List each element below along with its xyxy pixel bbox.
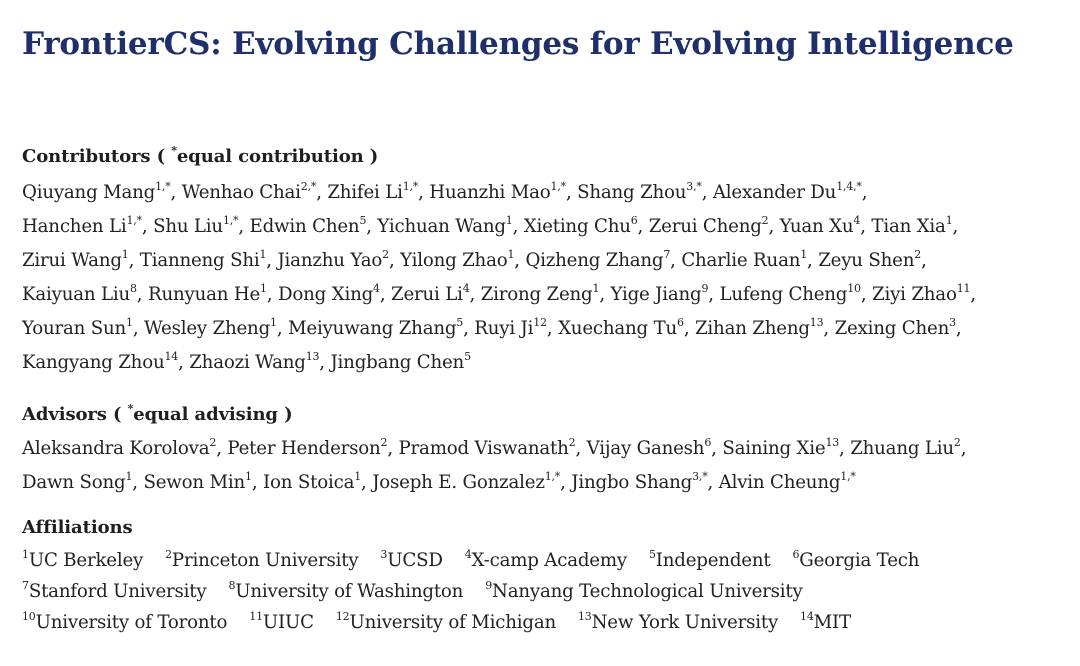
contributor: [558, 318, 695, 339]
affiliation-name: Princeton University: [171, 550, 359, 571]
contributor-name: Kaiyuan Liu: [22, 284, 130, 305]
advisor: [587, 438, 723, 459]
advisor-separator: ,: [707, 472, 719, 493]
contributor-affiliation-marker: 9: [701, 282, 709, 295]
contributor: [481, 284, 611, 305]
advisor-affiliation-marker: 1: [245, 470, 252, 483]
contributor-affiliation-marker: 1: [592, 282, 600, 295]
affiliation-line: [22, 576, 941, 607]
contributor: [153, 216, 249, 237]
contributor-line: [22, 312, 976, 346]
contributor-separator: ,: [170, 182, 182, 203]
affiliation: [22, 581, 206, 602]
contributor-separator: ,: [952, 216, 959, 237]
affiliation-line: [22, 545, 941, 576]
contributor-name: Meiyuwang Zhang: [288, 318, 457, 339]
affiliation: [578, 612, 778, 633]
contributor: [330, 352, 470, 373]
advisor-separator: ,: [361, 472, 373, 493]
contributor-line: [22, 346, 976, 380]
contributor-separator: ,: [418, 182, 430, 203]
advisor-name: Jingbo Shang: [571, 472, 693, 493]
advisor: [850, 438, 966, 459]
contributor: [278, 284, 391, 305]
contributor: [22, 318, 144, 339]
affiliation-name: University of Toronto: [35, 612, 228, 633]
contributor-affiliation-marker: 5: [359, 214, 367, 227]
contributor-name: Youran Sun: [22, 318, 127, 339]
contributor-affiliation-marker: 1,*: [222, 214, 239, 227]
contributor-separator: ,: [319, 352, 331, 373]
affiliation: [249, 612, 314, 633]
contributor-name: Alexander Du: [712, 182, 837, 203]
affiliation-name: Georgia Tech: [799, 550, 920, 571]
contributor: [818, 250, 926, 271]
contributor-affiliation-marker: 1,*: [402, 180, 419, 193]
contributor: [400, 250, 525, 271]
advisor-line: [22, 466, 966, 500]
contributor: [780, 216, 872, 237]
contributor-affiliation-marker: 5: [464, 350, 471, 363]
advisor: [372, 472, 571, 493]
contributor-separator: ,: [316, 182, 328, 203]
advisor-line: [22, 432, 966, 466]
advisor-affiliation-marker: 2: [953, 436, 961, 449]
contributor-separator: ,: [469, 284, 481, 305]
contributor-name: Charlie Ruan: [681, 250, 801, 271]
contributor: [22, 352, 189, 373]
contributor-name: Xuechang Tu: [558, 318, 678, 339]
contributor: [148, 284, 278, 305]
contributor: [288, 318, 474, 339]
contributor-name: Zerui Li: [391, 284, 463, 305]
advisor-separator: ,: [960, 438, 967, 459]
affiliation: [792, 550, 919, 571]
contributors-note: equal contribution: [176, 146, 364, 167]
affiliation-number: 9: [485, 579, 493, 592]
contributor-line: [22, 278, 976, 312]
affiliation: [649, 550, 770, 571]
advisor-separator: ,: [560, 472, 572, 493]
advisors-heading-label: Advisors: [22, 404, 107, 425]
contributor-name: Runyuan He: [147, 284, 261, 305]
contributor-name: Wenhao Chai: [181, 182, 301, 203]
contributor-separator: ,: [708, 284, 720, 305]
advisor-separator: ,: [839, 438, 851, 459]
advisor-separator: ,: [216, 438, 228, 459]
affiliation: [380, 550, 442, 571]
affiliation-name: Independent: [655, 550, 771, 571]
affiliation-number: 11: [249, 610, 263, 623]
contributor-separator: ,: [565, 182, 578, 203]
contributor-name: Zerui Cheng: [648, 216, 762, 237]
contributor-separator: ,: [860, 284, 873, 305]
contributor-line: [22, 176, 976, 210]
advisor-name: Sewon Min: [143, 472, 246, 493]
contributors-note-mark: *: [171, 144, 177, 157]
contributor-name: Zeyu Shen: [818, 250, 915, 271]
contributor: [524, 216, 649, 237]
affiliation-name: UC Berkeley: [28, 550, 144, 571]
contributor: [277, 250, 400, 271]
contributor-affiliation-marker: 1: [260, 282, 267, 295]
affiliation-number: 1: [22, 548, 29, 561]
contributor-name: Ruyi Ji: [474, 318, 534, 339]
advisor-name: Ion Stoica: [263, 472, 355, 493]
contributor-affiliation-marker: 1,*: [550, 180, 566, 193]
affiliation: [800, 612, 851, 633]
contributor-name: Zirong Zeng: [480, 284, 593, 305]
contributor-separator: ,: [276, 318, 288, 339]
contributor-name: Yichuan Wang: [377, 216, 506, 237]
contributors-heading-label: Contributors: [22, 146, 151, 167]
advisor-name: Dawn Song: [22, 472, 126, 493]
contributor-separator: ,: [463, 318, 475, 339]
contributor-affiliation-marker: 1,*: [155, 180, 171, 193]
advisor: [263, 472, 372, 493]
advisors-note-open-paren: (: [112, 404, 128, 425]
contributor-name: Tian Xia: [871, 216, 946, 237]
contributor-line: [22, 210, 976, 244]
contributor-separator: ,: [860, 216, 872, 237]
contributor-separator: ,: [366, 216, 378, 237]
affiliation-name: New York University: [591, 612, 779, 633]
contributor-affiliation-marker: 4: [373, 282, 380, 295]
contributor-name: Jingbang Chen: [330, 352, 465, 373]
contributor-separator: ,: [546, 318, 559, 339]
contributor-separator: ,: [861, 182, 868, 203]
contributor-separator: ,: [637, 216, 649, 237]
contributor-affiliation-marker: 1,*: [126, 214, 142, 227]
contributor-affiliation-marker: 1: [945, 214, 953, 227]
contributor-separator: ,: [178, 352, 190, 373]
advisor-affiliation-marker: 2: [209, 436, 217, 449]
affiliation-number: 2: [165, 548, 172, 561]
contributor-affiliation-marker: 1: [505, 214, 513, 227]
contributor: [140, 250, 278, 271]
advisor-affiliation-marker: 3,*: [692, 470, 708, 483]
contributor: [719, 284, 872, 305]
contributor: [649, 216, 780, 237]
contributor-name: Dong Xing: [278, 284, 374, 305]
contributor-name: Xieting Chu: [523, 216, 631, 237]
contributor: [713, 182, 867, 203]
advisor-separator: ,: [251, 472, 264, 493]
contributor-separator: ,: [670, 250, 682, 271]
contributor-separator: ,: [141, 216, 154, 237]
contributors-heading: [22, 146, 378, 167]
contributor-name: Zhifei Li: [327, 182, 403, 203]
contributors-list: [22, 176, 976, 380]
contributor-name: Hanchen Li: [22, 216, 127, 237]
advisors-note: equal advising: [133, 404, 278, 425]
affiliation-number: 3: [380, 548, 388, 561]
advisor-affiliation-marker: 13: [825, 436, 840, 449]
contributor-separator: ,: [701, 182, 713, 203]
contributor-affiliation-marker: 1: [270, 316, 277, 329]
contributor: [250, 216, 378, 237]
advisor-name: Vijay Ganesh: [586, 438, 705, 459]
contributor: [327, 182, 429, 203]
contributor-affiliation-marker: 6: [677, 316, 684, 329]
contributor: [525, 250, 681, 271]
advisor-separator: ,: [711, 438, 723, 459]
advisors-list: [22, 432, 966, 500]
affiliation-number: 6: [792, 548, 800, 561]
contributor-separator: ,: [955, 318, 962, 339]
contributor-affiliation-marker: 4: [853, 214, 861, 227]
advisor: [227, 438, 398, 459]
contributor-affiliation-marker: 1: [126, 316, 133, 329]
contributor: [182, 182, 328, 203]
contributor-separator: ,: [768, 216, 780, 237]
advisor-name: Zhuang Liu: [850, 438, 954, 459]
contributor-affiliation-marker: 1: [507, 248, 515, 261]
affiliation: [336, 612, 556, 633]
contributor-affiliation-marker: 11: [956, 282, 971, 295]
contributor-name: Shang Zhou: [577, 182, 687, 203]
affiliation: [465, 550, 627, 571]
contributor-separator: ,: [823, 318, 835, 339]
advisor-affiliation-marker: 6: [704, 436, 712, 449]
contributor-affiliation-marker: 7: [663, 248, 671, 261]
advisor: [22, 472, 143, 493]
contributor-name: Huanzhi Mao: [429, 182, 551, 203]
advisor: [399, 438, 587, 459]
affiliation-number: 5: [648, 548, 656, 561]
contributor: [474, 318, 558, 339]
advisor-affiliation-marker: 1: [354, 470, 362, 483]
advisor: [719, 472, 856, 493]
contributor-separator: ,: [379, 284, 392, 305]
affiliations-heading: Affiliations: [22, 517, 133, 538]
contributor: [577, 182, 713, 203]
contributor: [391, 284, 481, 305]
contributor-name: Tianneng Shi: [139, 250, 260, 271]
contributor-separator: ,: [238, 216, 250, 237]
contributor-name: Zihan Zheng: [695, 318, 810, 339]
advisor-separator: ,: [387, 438, 399, 459]
affiliations-list: [22, 545, 941, 638]
contributor-separator: ,: [136, 284, 148, 305]
affiliation-name: University of Michigan: [349, 612, 556, 633]
contributor-affiliation-marker: 13: [809, 316, 824, 329]
advisors-note-mark: *: [127, 402, 134, 415]
contributor-name: Yuan Xu: [779, 216, 854, 237]
contributor-affiliation-marker: 1: [121, 248, 129, 261]
contributor: [22, 250, 140, 271]
contributor-separator: ,: [970, 284, 976, 305]
advisor: [143, 472, 263, 493]
contributor: [835, 318, 962, 339]
contributor-separator: ,: [512, 216, 524, 237]
advisor-name: Aleksandra Korolova: [22, 438, 210, 459]
affiliation-name: X-camp Academy: [471, 550, 627, 571]
contributor-name: Qizheng Zhang: [525, 250, 664, 271]
advisor-affiliation-marker: 2: [568, 436, 576, 449]
affiliation-number: 8: [228, 579, 236, 592]
contributor-separator: ,: [266, 284, 279, 305]
contributor-separator: ,: [599, 284, 611, 305]
contributor-name: Zhaozi Wang: [189, 352, 306, 373]
contributor-name: Zexing Chen: [834, 318, 950, 339]
contributor-affiliation-marker: 1,4,*: [836, 180, 862, 193]
contributor-affiliation-marker: 2: [382, 248, 389, 261]
advisor-affiliation-marker: 1,*: [544, 470, 561, 483]
contributor-separator: ,: [921, 250, 927, 271]
advisors-heading: [22, 404, 293, 425]
contributor-name: Yige Jiang: [610, 284, 702, 305]
affiliation-number: 13: [577, 610, 592, 623]
advisor-name: Pramod Viswanath: [398, 438, 569, 459]
contributor: [22, 284, 148, 305]
advisor: [22, 438, 227, 459]
contributor: [22, 216, 153, 237]
affiliation-number: 14: [800, 610, 814, 623]
contributor-affiliation-marker: 2: [761, 214, 769, 227]
affiliation: [165, 550, 358, 571]
advisor: [571, 472, 718, 493]
contributor-separator: ,: [266, 250, 278, 271]
contributor-separator: ,: [132, 318, 144, 339]
affiliation-name: Nanyang Technological University: [492, 581, 803, 602]
contributors-note-close-paren: ): [363, 146, 379, 167]
contributor-affiliation-marker: 14: [164, 350, 179, 363]
advisor: [722, 438, 850, 459]
contributor: [429, 182, 577, 203]
contributor-name: Kangyang Zhou: [22, 352, 165, 373]
advisor-name: Alvin Cheung: [718, 472, 841, 493]
affiliation-name: UCSD: [387, 550, 443, 571]
contributor-separator: ,: [128, 250, 140, 271]
contributor: [610, 284, 719, 305]
affiliation: [485, 581, 802, 602]
contributor-affiliation-marker: 2,*: [300, 180, 317, 193]
advisor-name: Peter Henderson: [227, 438, 381, 459]
contributor-name: Yilong Zhao: [400, 250, 508, 271]
contributor-affiliation-marker: 3: [949, 316, 956, 329]
contributor-name: Wesley Zheng: [144, 318, 271, 339]
contributor: [377, 216, 523, 237]
contributor: [189, 352, 330, 373]
advisor-name: Joseph E. Gonzalez: [372, 472, 545, 493]
contributor: [22, 182, 182, 203]
contributor-affiliation-marker: 5: [456, 316, 464, 329]
affiliation: [228, 581, 463, 602]
contributor: [681, 250, 818, 271]
contributor: [871, 216, 958, 237]
contributor-name: Zirui Wang: [22, 250, 122, 271]
affiliation-name: University of Washington: [235, 581, 464, 602]
contributors-note-open-paren: (: [156, 146, 172, 167]
affiliation-name: Stanford University: [28, 581, 207, 602]
contributor-name: Shu Liu: [153, 216, 223, 237]
contributor-affiliation-marker: 1: [800, 248, 808, 261]
affiliation: [22, 550, 143, 571]
advisor-separator: ,: [132, 472, 144, 493]
contributor: [144, 318, 288, 339]
paper-title: FrontierCS: Evolving Challenges for Evolving Intelligence: [22, 26, 1014, 62]
advisor-name: Saining Xie: [722, 438, 826, 459]
affiliation: [22, 612, 227, 633]
advisor-affiliation-marker: 1: [125, 470, 133, 483]
contributor-line: [22, 244, 976, 278]
advisor-affiliation-marker: 2: [380, 436, 388, 449]
contributor-separator: ,: [388, 250, 401, 271]
contributor: [872, 284, 976, 305]
contributor-name: Edwin Chen: [249, 216, 360, 237]
affiliation-line: [22, 607, 941, 638]
affiliation-name: UIUC: [262, 612, 314, 633]
contributor-affiliation-marker: 6: [630, 214, 638, 227]
contributor-affiliation-marker: 3,*: [686, 180, 702, 193]
affiliation-number: 10: [22, 610, 36, 623]
advisor-affiliation-marker: 1,*: [840, 470, 856, 483]
advisors-note-close-paren: ): [277, 404, 293, 425]
contributor-name: Lufeng Cheng: [719, 284, 848, 305]
contributor-name: Ziyi Zhao: [872, 284, 957, 305]
contributor: [695, 318, 835, 339]
contributor-affiliation-marker: 1: [259, 248, 267, 261]
affiliation-number: 7: [22, 579, 29, 592]
advisor-separator: ,: [575, 438, 587, 459]
contributor-name: Qiuyang Mang: [22, 182, 156, 203]
contributor-separator: ,: [807, 250, 819, 271]
affiliation-name: MIT: [813, 612, 851, 633]
affiliation-number: 12: [335, 610, 350, 623]
contributor-affiliation-marker: 4: [462, 282, 470, 295]
contributor-affiliation-marker: 12: [533, 316, 547, 329]
contributor-affiliation-marker: 8: [129, 282, 137, 295]
contributor-affiliation-marker: 13: [305, 350, 320, 363]
contributor-separator: ,: [514, 250, 526, 271]
contributor-affiliation-marker: 10: [847, 282, 861, 295]
affiliation-number: 4: [464, 548, 472, 561]
contributor-separator: ,: [683, 318, 695, 339]
contributor-affiliation-marker: 2: [914, 248, 922, 261]
contributor-name: Jianzhu Yao: [277, 250, 383, 271]
